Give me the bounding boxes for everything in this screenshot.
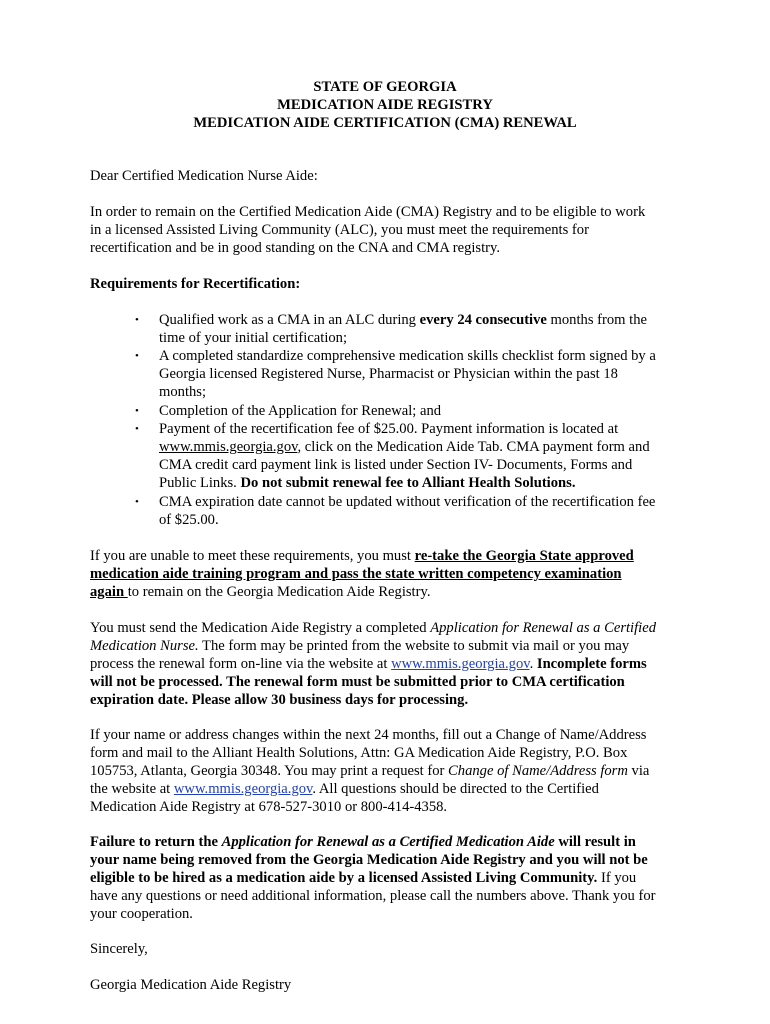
send-line: will not be processed. The renewal form must be submitted prior to CMA certification: [90, 674, 625, 690]
bullet-1-line: time of your initial certification;: [159, 330, 348, 346]
heading-renewal: MEDICATION AIDE CERTIFICATION (CMA) RENEWAL: [193, 115, 577, 131]
mmis-link[interactable]: www.mmis.georgia.gov: [391, 656, 530, 672]
change-line: the website at www.mmis.georgia.gov. All questions should be directed to the Certified: [90, 781, 599, 797]
send-line: Medication Nurse. The form may be printed from the website to submit via mail or you may: [90, 638, 630, 654]
retake-line: medication aide training program and pass the state written competency examination: [90, 566, 622, 582]
send-line: You must send the Medication Aide Registry a completed Application for Renewal as a Certified: [90, 620, 656, 636]
send-line: expiration date. Please allow 30 business days for processing.: [90, 692, 469, 708]
intro-line: in a licensed Assisted Living Community (ALC), you must meet the requirements for: [90, 222, 589, 238]
failure-line: your name being removed from the Georgia Medication Aide Registry and you will not be: [90, 852, 648, 868]
change-line: Medication Aide Registry at 678-527-3010 or 800-414-4358.: [90, 799, 448, 815]
bullet-4-line: CMA credit card payment link is listed under Section IV- Documents, Forms and: [159, 457, 633, 473]
bullet-icon: •: [135, 350, 139, 362]
failure-line: Failure to return the Application for Renewal as a Certified Medication Aide will result in: [90, 834, 636, 850]
intro-line: recertification and be in good standing on the CNA and CMA registry.: [90, 240, 501, 256]
bullet-3-line: Completion of the Application for Renewal; and: [159, 403, 442, 419]
retake-line: If you are unable to meet these requirements, you must re-take the Georgia State approved: [90, 548, 634, 564]
mmis-link[interactable]: www.mmis.georgia.gov: [159, 439, 298, 455]
bullet-5-line: CMA expiration date cannot be updated without verification of the recertification fee: [159, 494, 656, 510]
bullet-2-line: Georgia licensed Registered Nurse, Pharmacist or Physician within the past 18: [159, 366, 618, 382]
intro-line: In order to remain on the Certified Medication Aide (CMA) Registry and to be eligible to work: [90, 204, 646, 220]
bullet-5-line: of $25.00.: [159, 512, 219, 528]
requirements-heading: Requirements for Recertification:: [90, 276, 301, 292]
change-line: If your name or address changes within the next 24 months, fill out a Change of Name/Address: [90, 727, 647, 743]
failure-line: have any questions or need additional information, please call the numbers above. Thank you for: [90, 888, 656, 904]
bullet-2-line: months;: [159, 384, 207, 400]
change-line: form and mail to the Alliant Health Solutions, Attn: GA Medication Aide Registry, P.O. Box: [90, 745, 628, 761]
failure-line: eligible to be hired as a medication aide by a licensed Assisted Living Community. If you: [90, 870, 637, 886]
mmis-link[interactable]: www.mmis.georgia.gov: [173, 781, 313, 797]
retake-line: again to remain on the Georgia Medication Aide Registry.: [90, 584, 431, 600]
failure-line: your cooperation.: [90, 906, 193, 922]
signature: Georgia Medication Aide Registry: [90, 977, 292, 993]
salutation: Dear Certified Medication Nurse Aide:: [90, 168, 318, 184]
bullet-icon: •: [135, 423, 139, 435]
bullet-icon: •: [135, 496, 139, 508]
heading-state: STATE OF GEORGIA: [313, 79, 457, 95]
send-line: process the renewal form on-line via the website at www.mmis.georgia.gov. Incomplete forms: [90, 656, 647, 672]
closing: Sincerely,: [90, 941, 148, 957]
heading-registry: MEDICATION AIDE REGISTRY: [277, 97, 493, 113]
change-line: 105753, Atlanta, Georgia 30348. You may print a request for Change of Name/Address form via: [90, 763, 650, 779]
bullet-4-line: Public Links. Do not submit renewal fee to Alliant Health Solutions.: [159, 475, 576, 491]
bullet-4-line: Payment of the recertification fee of $25.00. Payment information is located at: [159, 421, 619, 437]
bullet-icon: •: [135, 314, 139, 326]
bullet-2-line: A completed standardize comprehensive medication skills checklist form signed by a: [159, 348, 656, 364]
bullet-1-line: Qualified work as a CMA in an ALC during every 24 consecutive months from the: [159, 312, 648, 328]
bullet-icon: •: [135, 405, 139, 417]
bullet-4-line: www.mmis.georgia.gov, click on the Medication Aide Tab. CMA payment form and: [159, 439, 650, 455]
